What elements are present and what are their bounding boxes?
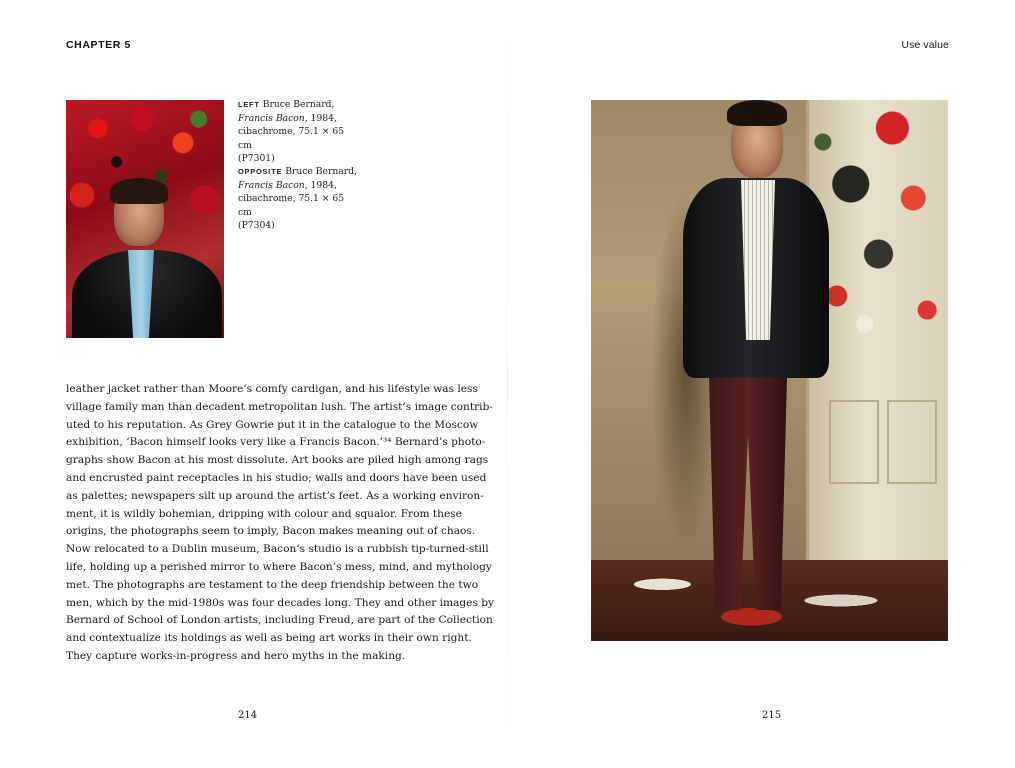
photo-figure-hair bbox=[110, 178, 168, 204]
body-line: ment, it is wildly bohemian, dripping with colour and squalor. From these bbox=[66, 507, 462, 520]
photo-door-panel bbox=[829, 400, 879, 484]
caption-line: (P7301) bbox=[238, 153, 275, 164]
body-line: They capture works-in-progress and hero myths in the making. bbox=[66, 649, 406, 662]
photo-door-panel bbox=[887, 400, 937, 484]
portrait-photo-large bbox=[591, 100, 948, 641]
caption-opposite bbox=[238, 165, 358, 233]
photo-figure-shirt bbox=[741, 180, 775, 340]
caption-line: , 1984, bbox=[304, 179, 337, 191]
body-line: exhibition, ‘Bacon himself looks very like a Francis Bacon.’³⁴ Bernard’s photo- bbox=[66, 436, 486, 449]
caption-line: cibachrome, 75.1 × 65 cm bbox=[238, 126, 345, 151]
body-line: life, holding up a perished mirror to where Bacon’s mess, mind, and mythology bbox=[66, 560, 492, 573]
body-paragraph bbox=[66, 381, 495, 666]
caption-title: Francis Bacon bbox=[238, 179, 305, 191]
caption-line: cibachrome, 75.1 × 65 cm bbox=[238, 193, 345, 218]
body-line: men, which by the mid-1980s was four decades long. They and other images by bbox=[66, 596, 495, 609]
page-number-right: 215 bbox=[762, 710, 782, 721]
caption-left bbox=[238, 98, 358, 166]
portrait-photo-small bbox=[66, 100, 224, 338]
body-line: and contextualize its holdings as well as being art works in their own right. bbox=[66, 632, 472, 645]
body-line: met. The photographs are testament to the deep friendship between the two bbox=[66, 578, 479, 591]
body-line: uted to his reputation. As Grey Gowrie put it in the catalogue to the Moscow bbox=[66, 418, 479, 431]
body-line: and encrusted paint receptacles in his studio; walls and doors have been used bbox=[66, 471, 487, 484]
body-line: graphs show Bacon at his most dissolute. Art books are piled high among rags bbox=[66, 454, 489, 467]
caption-author: Bruce Bernard, bbox=[285, 166, 357, 177]
caption-line: (P7304) bbox=[238, 220, 275, 231]
body-line: village family man than decadent metropolitan lush. The artist’s image contrib- bbox=[66, 400, 493, 413]
body-line: Now relocated to a Dublin museum, Bacon’s studio is a rubbish tip-turned-still bbox=[66, 543, 489, 556]
caption-title: Francis Bacon bbox=[238, 112, 305, 124]
body-line: leather jacket rather than Moore’s comfy cardigan, and his lifestyle was less bbox=[66, 383, 478, 395]
body-line: origins, the photographs seem to imply, Bacon makes meaning out of chaos. bbox=[66, 525, 476, 538]
caption-tag: LEFT bbox=[238, 100, 260, 109]
body-line: Bernard of School of London artists, including Freud, are part of the Collection bbox=[66, 614, 493, 627]
page-number-left: 214 bbox=[238, 710, 258, 721]
running-head-chapter: CHAPTER 5 bbox=[66, 39, 131, 51]
caption-tag: OPPOSITE bbox=[238, 167, 283, 176]
caption-author: Bruce Bernard, bbox=[262, 99, 335, 110]
gutter bbox=[507, 0, 508, 768]
photo-paint-splatter bbox=[809, 100, 948, 380]
body-line: as palettes; newspapers silt up around the artist’s feet. As a working environ- bbox=[66, 489, 484, 502]
running-head-section: Use value bbox=[901, 39, 949, 51]
photo-figure-hair bbox=[727, 100, 787, 126]
caption-line: , 1984, bbox=[304, 112, 337, 124]
